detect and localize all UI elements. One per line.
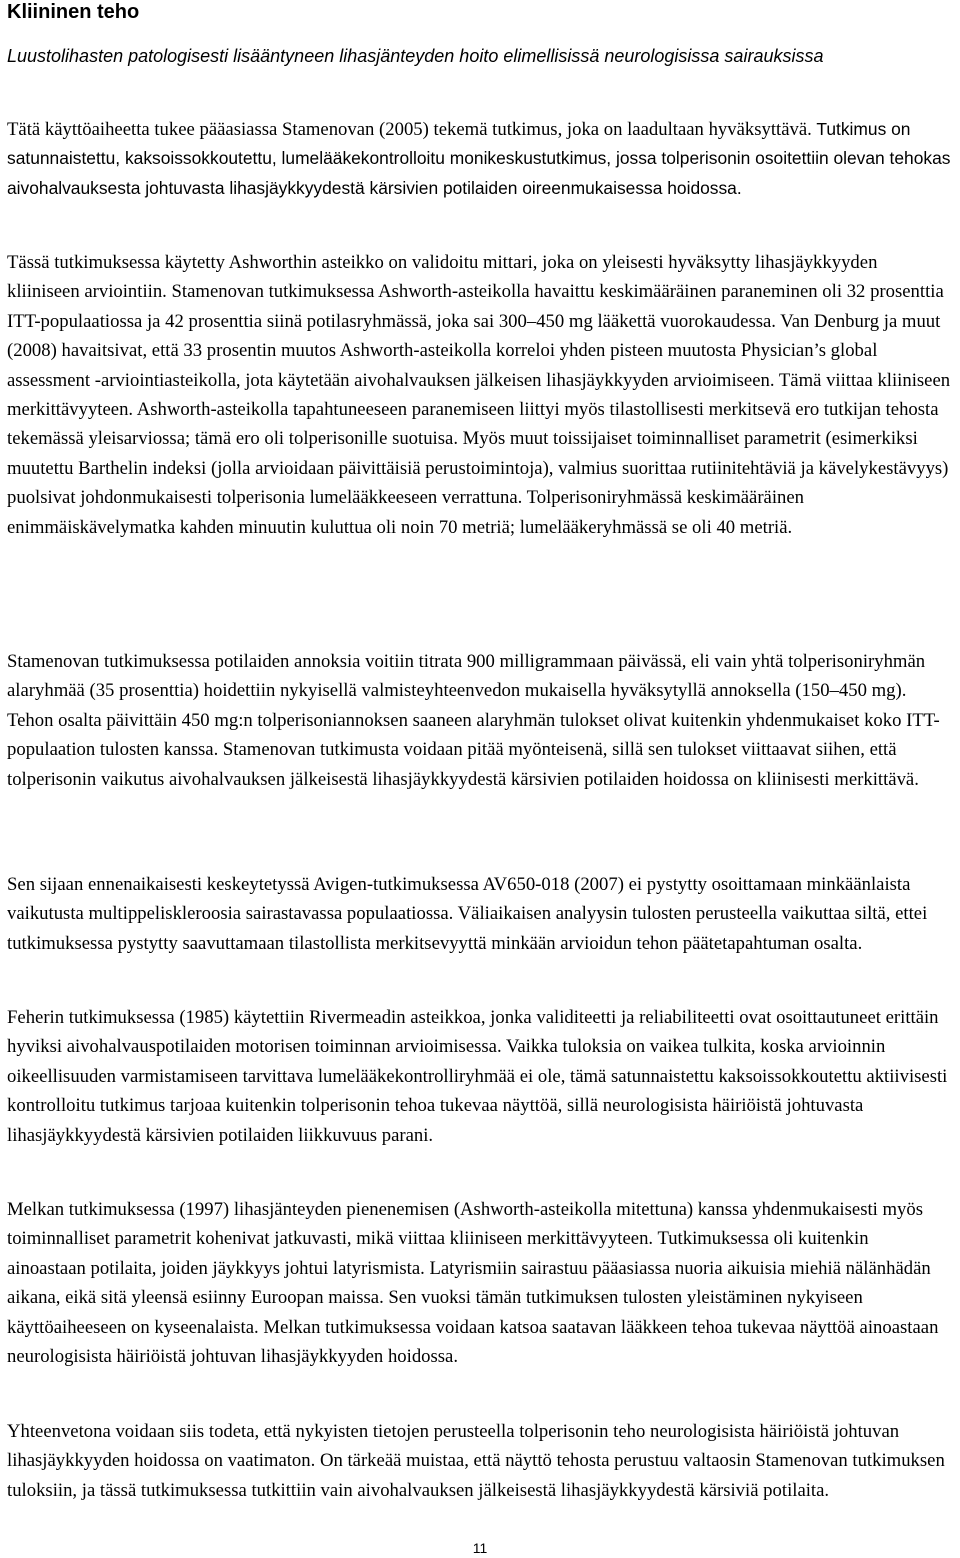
paragraph-1-intro: Tätä käyttöaiheetta tukee pääasiassa Stamenovan (2005) tekemä tutkimus, joka on laadultaan hyväksyttävä.: [7, 119, 812, 140]
paragraph-5: Feherin tutkimuksessa (1985) käytettiin Rivermeadin asteikkoa, jonka validiteetti ja reliabiliteetti ovat osoittautuneet erittäin hyviksi aivohalvauspotilaiden motorisen toiminnan arvioimisessa. Vaikka tuloksia on vaikea tulkita, koska arvioinnin oikeellisuuden varmistamiseen tarvittava lumelääkekontrolliryhmää ei ole, tämä satunnaistettu kaksoissokkoutettu aktiivisesti kontrolloitu tutkimus tarjoaa kuitenkin tolperisonin tehoa tukevaa näyttöä, sillä neurologisista häiriöistä johtuvasta lihasjäykkyydestä kärsivien potilaiden liikkuvuus parani.: [7, 1007, 948, 1146]
section-heading: Kliininen teho: [7, 1, 140, 23]
subsection-heading: Luustolihasten patologisesti lisääntyneen lihasjänteyden hoito elimellisissä neurologisissa sairauksissa: [7, 46, 824, 66]
paragraph-7: Yhteenvetona voidaan siis todeta, että nykyisten tietojen perusteella tolperisonin teho neurologisista häiriöistä johtuvan lihasjäykkyyden hoidossa on vaatimaton. On tärkeää muistaa, että näyttö tehosta perustuu valtaosin Stamenovan tutkimuksen tuloksiin, ja tässä tutkimuksessa tutkittiin vain aivohalvauksen jälkeisestä lihasjäykkyydestä kärsiviä potilaita.: [7, 1421, 945, 1501]
paragraph-1-study-description: Tutkimus on satunnaistettu, kaksoissokkoutettu, lumelääkekontrolloitu monikeskustutkimus, jossa tolperisonin osoitettiin olevan tehokas aivohalvauksesta johtuvasta lihasjäykkyydestä kärsivien potilaiden oireenmukaisessa hoidossa.: [7, 119, 951, 198]
paragraph-4: Sen sijaan ennenaikaisesti keskeytetyssä Avigen-tutkimuksessa AV650-018 (2007) ei pystytty osoittamaan minkäänlaista vaikutusta multippeliskleroosia sairastavassa populaatiossa. Väliaikaisen analyysin tulosten perusteella vaikuttaa siltä, ettei tutkimuksessa pystytty saavuttamaan tilastollista merkitsevyyttä minkään arvioidun tehon päätetapahtuman osalta.: [7, 874, 928, 954]
paragraph-2: Tässä tutkimuksessa käytetty Ashworthin asteikko on validoitu mittari, joka on yleisesti hyväksytty lihasjäykkyyden kliiniseen arviointiin. Stamenovan tutkimuksessa Ashworth-asteikolla havaittu keskimääräinen paraneminen oli 32 prosenttia ITT-populaatiossa ja 42 prosenttia siinä potilasryhmässä, joka sai 300–450 mg lääkettä vuorokaudessa. Van Denburg ja muut (2008) havaitsivat, että 33 prosentin muutos Ashworth-asteikolla korreloi yhden pisteen muutosta Physician’s global assessment -arviointiasteikolla, jota käytetään aivohalvauksen jälkeisen lihasjäykkyyden arvioimiseen. Tämä viittaa kliiniseen merkittävyyteen. Ashworth-asteikolla tapahtuneeseen paranemiseen liittyi myös tilastollisesti merkitsevä ero tutkijan tehosta tekemässä yleisarviossa; tämä ero oli tolperisonille suotuisa. Myös muut toissijaiset toiminnalliset parametrit (esimerkiksi muutettu Barthelin indeksi (jolla arvioidaan päivittäisiä perustoimintoja), valmius suorittaa rutiinitehtäviä ja kävelykestävyys) puolsivat johdonmukaisesti tolperisonia lumelääkkeeseen verrattuna. Tolperisoniryhmässä keskimääräinen enimmäiskävelymatka kahden minuutin kuluttua oli noin 70 metriä; lumelääkeryhmässä se oli 40 metriä.: [7, 252, 951, 538]
paragraph-3: Stamenovan tutkimuksessa potilaiden annoksia voitiin titrata 900 milligrammaan päivässä, eli vain yhtä tolperisoniryhmän alaryhmää (35 prosenttia) hoidettiin nykyisellä valmisteyhteenvedon mukaisella hyväksytyllä annoksella (150–450 mg). Tehon osalta päivittäin 450 mg:n tolperisoniannoksen saaneen alaryhmän tulokset olivat kuitenkin yhdenmukaiset koko ITT-populaation tulosten kanssa. Stamenovan tutkimusta voidaan pitää myönteisenä, sillä sen tulokset viittaavat siihen, että tolperisonin vaikutus aivohalvauksen jälkeisestä lihasjäykkyydestä kärsivien potilaiden hoidossa on kliinisesti merkittävä.: [7, 651, 940, 790]
paragraph-1: [7, 115, 952, 203]
paragraph-6: Melkan tutkimuksessa (1997) lihasjänteyden pienenemisen (Ashworth-asteikolla mitettuna) kanssa yhdenmukaisesti myös toiminnalliset parametrit kohenivat jatkuvasti, mikä viittaa kliiniseen merkittävyyteen. Tutkimuksessa oli kuitenkin ainoastaan potilaita, joiden jäykkyys johtui latyrismista. Latyrismiin sairastuu pääasiassa nuoria aikuisia miehiä nälänhädän aikana, eikä sitä yleensä esiinny Euroopan maissa. Sen vuoksi tämän tutkimuksen tulosten yleistäminen nykyiseen käyttöaiheeseen on kyseenalaista. Melkan tutkimuksessa voidaan katsoa saatavan lääkkeen tehoa tukevaa näyttöä ainoastaan neurologisista häiriöistä johtuvan lihasjäykkyyden hoidossa.: [7, 1199, 939, 1368]
page-number: 11: [472, 1540, 488, 1556]
